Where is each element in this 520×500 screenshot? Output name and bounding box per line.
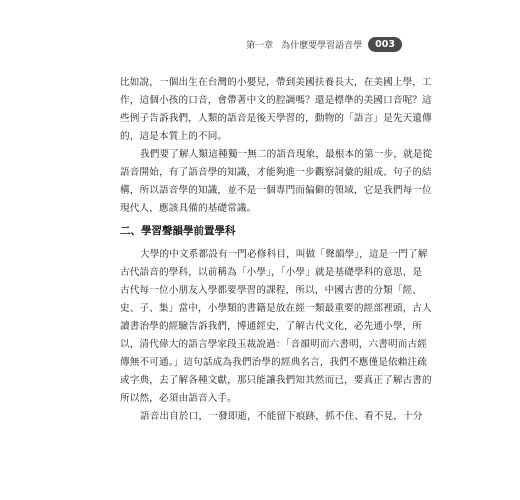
text-line: 古代每一位小朋友入學都要學習的課程，所以，中國古書的分類「經、 (120, 285, 423, 296)
chapter-label: 第一章 (246, 40, 274, 51)
section-heading-2 (120, 222, 402, 240)
text-line: 或字典，去了解各種文獻，那只能讓我們知其然而已，要真正了解古書的 (120, 375, 432, 386)
text-line: 古代語音的學科，以前稱為「小學」，「小學」就是基礎學科的意思，是 (120, 267, 423, 278)
text-line: 大學的中文系都設有一門必修科目，叫做「聲韻學」，這是一門了解 (140, 249, 428, 260)
text-line: 構，所以語音學的知識，並不是一個專門而偏僻的領域，它是我們每一位 (120, 185, 432, 196)
paragraph-4 (120, 408, 423, 426)
text-line: 所以然，必須由語音入手。 (120, 393, 237, 404)
text-line: 作，這個小孩的口音，會帶著中文的腔調嗎？還是標準的美國口音呢？這 (120, 95, 432, 106)
page-number-badge: 003 (368, 37, 402, 52)
text-line: 些例子告訴我們，人類的語音是後天學習的，動物的「語言」是先天遺傳 (120, 113, 432, 124)
paragraph-3 (120, 246, 432, 408)
text-line: 比如說，一個出生在台灣的小嬰兒，帶到美國扶養長大，在美國上學，工 (120, 77, 432, 88)
chapter-title: 為什麼要學習語音學 (281, 40, 363, 51)
text-line: 的，這是本質上的不同。 (120, 131, 228, 142)
text-line: 讀書治學的經驗告訴我們，博通經史，了解古代文化，必先通小學，所 (120, 321, 423, 332)
text-line: 我們要了解人類這種獨一無二的語音現象，最根本的第一步，就是從 (140, 149, 433, 160)
text-line: 語音開始，有了語音學的知識，才能夠進一步觀察詞彙的組成、句子的結 (120, 167, 432, 178)
text-line: 傳無不可通。」這句話成為我們治學的經典名言，我們不應僅是依賴注疏 (120, 357, 427, 368)
text-line: 現代人，應該具備的基礎常識。 (120, 203, 257, 214)
running-header (120, 36, 402, 52)
text-line: 語音出自於口，一發即逝，不能留下痕跡，抓不住、看不見，十分 (140, 411, 423, 422)
paragraph-1 (120, 74, 432, 146)
section-heading: 二、學習聲韻學前置學科 (120, 225, 236, 237)
text-line: 以，清代偉大的語言學家段玉裁說過：「音韻明而六書明，六書明而古經 (120, 339, 427, 350)
paragraph-2 (120, 146, 433, 218)
text-line: 史、子、集」當中，小學類的書籍是放在經一類最重要的經部裡頭，古人 (120, 303, 432, 314)
